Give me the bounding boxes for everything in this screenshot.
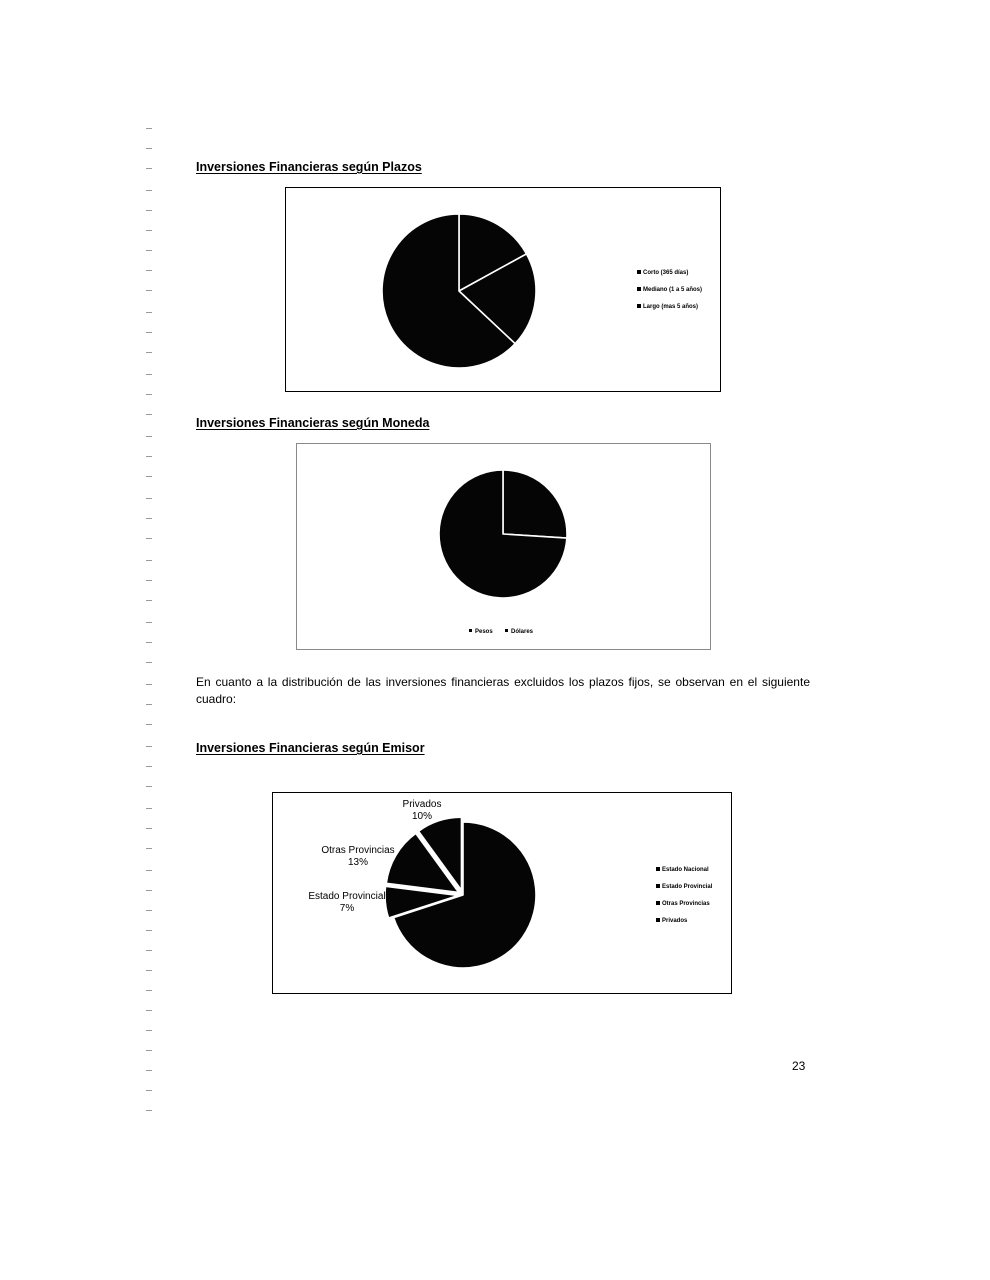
data-label-estado-provincial: Estado Provincial 7% xyxy=(308,891,386,914)
legend-item-mediano-1-a-5-anos xyxy=(637,287,702,293)
legend-label: Pesos xyxy=(475,629,493,635)
legend-item-estado-nacional xyxy=(656,867,709,873)
legend-label: Otras Provincias xyxy=(662,901,710,907)
chart-emisor xyxy=(272,792,732,994)
pie-slice-pesos xyxy=(503,470,567,538)
legend-label: Largo (mas 5 años) xyxy=(643,304,699,310)
legend-item-otras-provincias xyxy=(656,901,710,907)
legend-swatch xyxy=(656,884,660,888)
legend-item-estado-provincial xyxy=(656,884,713,890)
legend-swatch xyxy=(637,270,641,274)
legend-swatch xyxy=(469,629,472,632)
legend-swatch xyxy=(505,629,508,632)
section-title-moneda: Inversiones Financieras según Moneda xyxy=(196,416,430,430)
legend-label: Dólares xyxy=(511,629,534,635)
section-title-plazos: Inversiones Financieras según Plazos xyxy=(196,160,422,174)
legend-item-privados xyxy=(656,918,688,924)
section-title-emisor: Inversiones Financieras según Emisor xyxy=(196,741,425,755)
chart-moneda xyxy=(296,443,711,650)
pie-chart-emisor xyxy=(273,793,731,993)
legend-label: Estado Nacional xyxy=(662,867,709,873)
legend-item-corto-365-dias xyxy=(637,270,688,276)
body-paragraph: En cuanto a la distribución de las inversiones financieras excluidos los plazos fijos, se observan en el siguiente cuadro: xyxy=(196,675,810,706)
legend-swatch xyxy=(637,287,641,291)
chart-plazos xyxy=(285,187,721,392)
left-margin-scan-marks xyxy=(144,120,156,1130)
data-label-otras-provincias: Otras Provincias 13% xyxy=(321,845,395,868)
legend-label: Mediano (1 a 5 años) xyxy=(643,287,703,293)
legend-item-dolares xyxy=(505,629,534,635)
legend-swatch xyxy=(656,867,660,871)
page-number: 23 xyxy=(792,1059,806,1073)
pie-chart-moneda xyxy=(297,444,710,649)
pie-chart-plazos xyxy=(286,188,720,391)
legend-label: Corto (365 días) xyxy=(643,270,689,276)
legend-swatch xyxy=(656,901,660,905)
legend-item-largo-mas-5-anos xyxy=(637,304,698,310)
legend-swatch xyxy=(656,918,660,922)
legend-swatch xyxy=(637,304,641,308)
legend-item-pesos xyxy=(469,629,493,635)
legend-label: Privados xyxy=(662,918,688,924)
legend-label: Estado Provincial xyxy=(662,884,713,890)
data-label-privados: Privados 10% xyxy=(402,799,442,822)
